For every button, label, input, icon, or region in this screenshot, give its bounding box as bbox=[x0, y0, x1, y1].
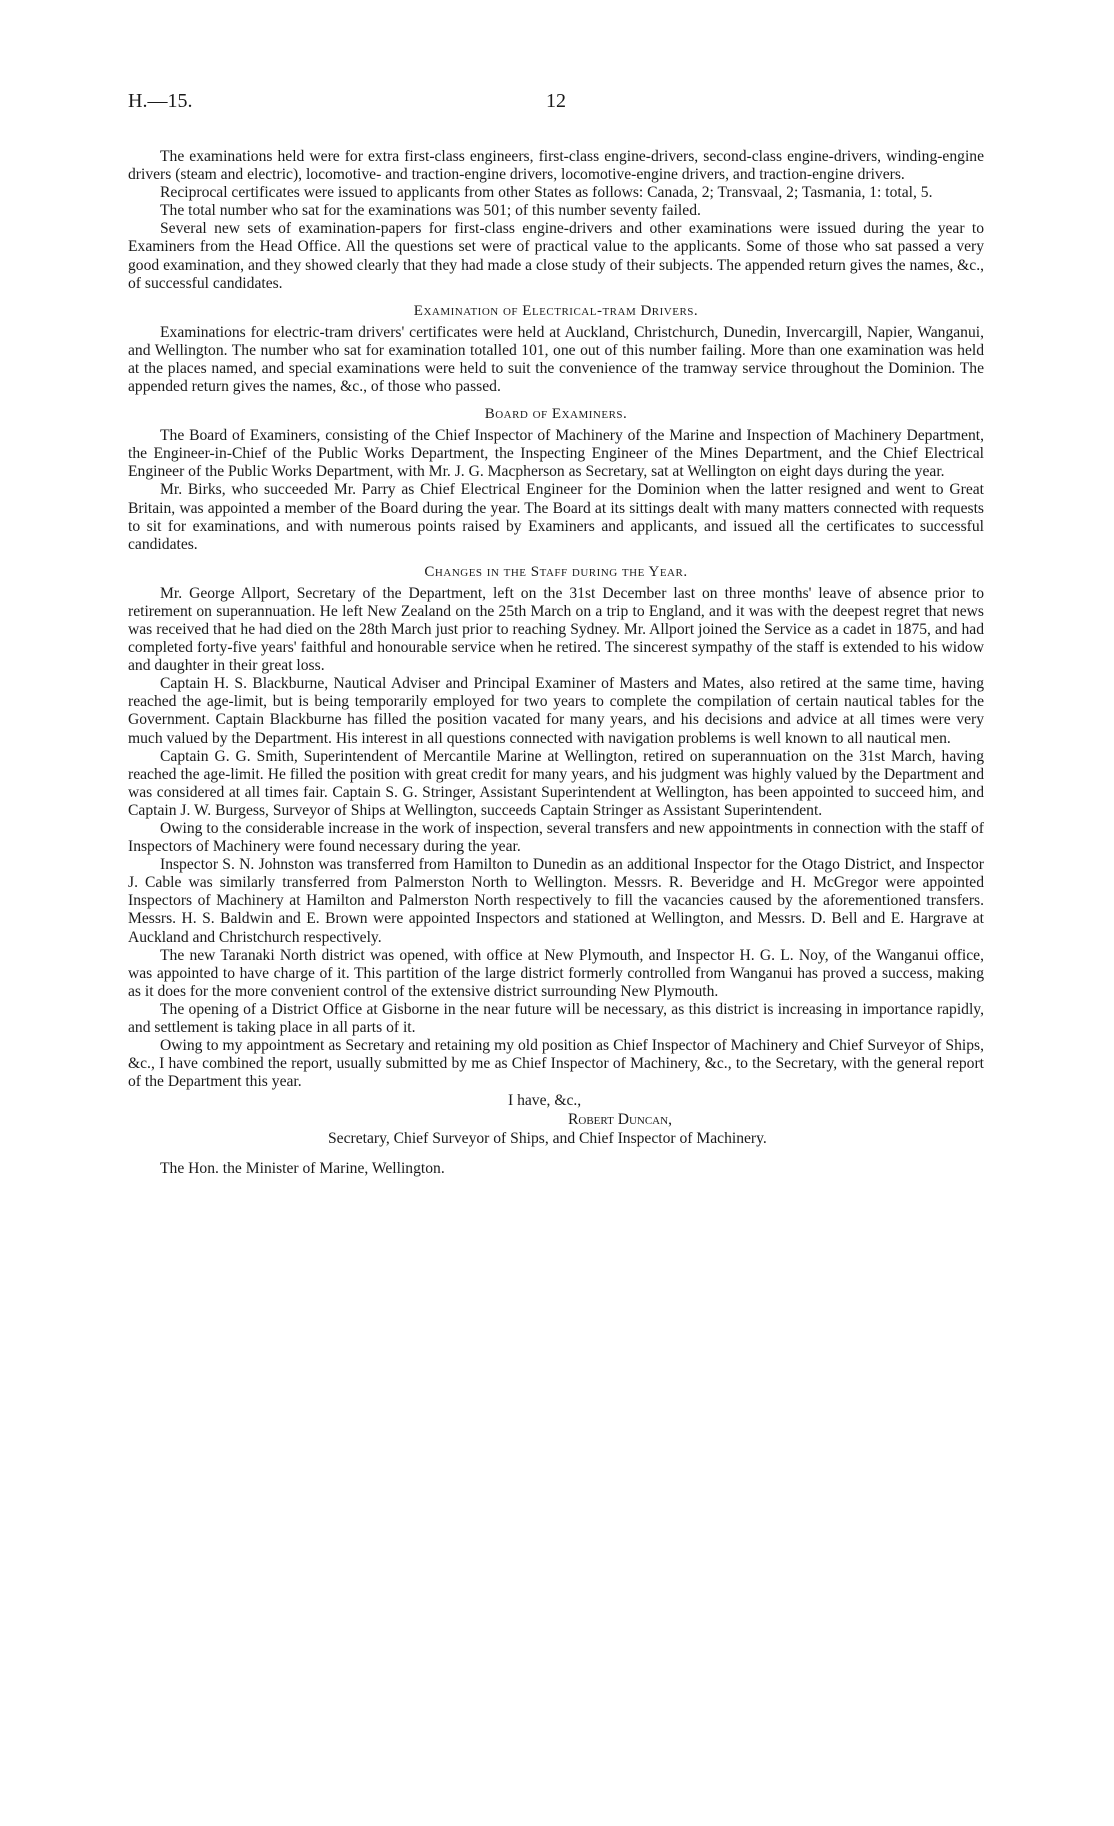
paragraph: Examinations for electric-tram drivers' certificates were held at Auckland, Christchurch, Dunedin, Invercargill, Napier, Wanganui, and Wellington. The number who sat for examination totalled 101, one out of this number failing. More than one examination was held at the places named, and special examinations were held to suit the convenience of the tramway service throughout the Dominion. The appended return gives the names, &c., of those who passed. bbox=[128, 323, 984, 396]
section-heading: Board of Examiners. bbox=[484, 406, 628, 423]
paragraph: The total number who sat for the examinations was 501; of this number seventy failed. bbox=[160, 202, 701, 220]
addressee: The Hon. the Minister of Marine, Wellington. bbox=[160, 1160, 445, 1178]
paragraph: The Board of Examiners, consisting of the Chief Inspector of Machinery of the Marine and Inspection of Machinery Department, the Engineer-in-Chief of the Public Works Department, the Inspecting Engineer of the Mines Department, and the Chief Electrical Engineer of the Public Works Department, with Mr. J. G. Macpherson as Secretary, sat at Wellington on eight days during the year. bbox=[128, 427, 984, 481]
paragraph: Owing to the considerable increase in the work of inspection, several transfers and new appointments in connection with the staff of Inspectors of Machinery were found necessary during the year. bbox=[128, 820, 984, 856]
paragraph: The examinations held were for extra first-class engineers, first-class engine-drivers, second-class engine-drivers, winding-engine drivers (steam and electric), locomotive- and traction-engine drivers, locomotive-engine drivers, and traction-engine drivers. bbox=[128, 148, 984, 184]
section-heading: Examination of Electrical-tram Drivers. bbox=[413, 302, 699, 319]
paragraph: The new Taranaki North district was opened, with office at New Plymouth, and Inspector H. G. L. Noy, of the Wanganui office, was appointed to have charge of it. This partition of the large district formerly controlled from Wanganui has proved a success, making as it does for the more convenient control of the extensive district surrounding New Plymouth. bbox=[128, 946, 984, 1000]
paragraph: Mr. Birks, who succeeded Mr. Parry as Chief Electrical Engineer for the Dominion when the latter resigned and went to Great Britain, was appointed a member of the Board during the year. The Board at its sittings dealt with many matters connected with requests to sit for examinations, and with numerous points raised by Examiners and applicants, and issued all the certificates to successful candidates. bbox=[128, 481, 984, 553]
paragraph: Reciprocal certificates were issued to applicants from other States as follows: Canada, 2; Transvaal, 2; Tasmania, 1: total, 5. bbox=[160, 184, 933, 202]
paragraph: Inspector S. N. Johnston was transferred from Hamilton to Dunedin as an additional Inspector for the Otago District, and Inspector J. Cable was similarly transferred from Palmerston North to Wellington. Messrs. R. Beveridge and H. McGregor were appointed Inspectors of Machinery at Hamilton and Palmerston North respectively to fill the vacancies caused by the aforementioned transfers. Messrs. H. S. Baldwin and E. Brown were appointed Inspectors and stationed at Wellington, and Messrs. D. Bell and E. Hargrave at Auckland and Christchurch respectively. bbox=[128, 856, 984, 946]
section-electrical-tram bbox=[128, 303, 984, 396]
paragraph: Captain H. S. Blackburne, Nautical Adviser and Principal Examiner of Masters and Mates, also retired at the same time, having reached the age-limit, but is being temporarily employed for two years to complete the compilation of certain nautical tables for the Government. Captain Blackburne has filled the position vacated for many years, and his decisions and advice at all times were very much valued by the Department. His interest in all questions connected with navigation problems is well known to all nautical men. bbox=[128, 675, 984, 747]
letter-closing bbox=[128, 1091, 984, 1178]
paragraph: Captain G. G. Smith, Superintendent of Mercantile Marine at Wellington, retired on superannuation on the 31st March, having reached the age-limit. He filled the position with great credit for many years, and his judgment was highly valued by the Department and was considered at all times fair. Captain S. G. Stringer, Assistant Superintendent at Wellington, has been appointed to succeed him, and Captain J. W. Burgess, Surveyor of Ships at Wellington, succeeds Captain Stringer as Assistant Superintendent. bbox=[128, 747, 984, 819]
document-reference: H.—15. bbox=[128, 90, 193, 112]
section-examinations bbox=[128, 148, 984, 293]
signer-name: Robert Duncan, bbox=[568, 1111, 672, 1129]
paragraph: Mr. George Allport, Secretary of the Department, left on the 31st December last on three months' leave of absence prior to retirement on superannuation. He left New Zealand on the 25th March on a trip to England, and it was with the deepest regret that news was received that he had died on the 28th March just prior to reaching Sydney. Mr. Allport joined the Service as a cadet in 1875, and had completed forty-five years' faithful and honourable service when he retired. The sincerest sympathy of the staff is extended to his widow and daughter in their great loss. bbox=[128, 584, 984, 675]
document-page bbox=[128, 90, 984, 1178]
page-number: 12 bbox=[546, 90, 566, 112]
section-heading: Changes in the Staff during the Year. bbox=[424, 563, 688, 580]
paragraph: The opening of a District Office at Gisborne in the near future will be necessary, as this district is increasing in importance rapidly, and settlement is taking place in all parts of it. bbox=[128, 1000, 984, 1037]
section-board-of-examiners bbox=[128, 406, 984, 554]
paragraph: Owing to my appointment as Secretary and retaining my old position as Chief Inspector of Machinery and Chief Surveyor of Ships, &c., I have combined the report, usually submitted by me as Chief Inspector of Machinery, &c., to the Secretary, with the general report of the Department this year. bbox=[128, 1037, 984, 1091]
salutation: I have, &c., bbox=[508, 1092, 582, 1110]
signer-title: Secretary, Chief Surveyor of Ships, and Chief Inspector of Machinery. bbox=[328, 1130, 767, 1148]
section-staff-changes bbox=[128, 564, 984, 1092]
page-header bbox=[128, 90, 984, 130]
paragraph: Several new sets of examination-papers for first-class engine-drivers and other examinations were issued during the year to Examiners from the Head Office. All the questions set were of practical value to the applicants. Some of those who sat passed a very good examination, and they showed clearly that they had made a close study of their subjects. The appended return gives the names, &c., of successful candidates. bbox=[128, 220, 984, 292]
